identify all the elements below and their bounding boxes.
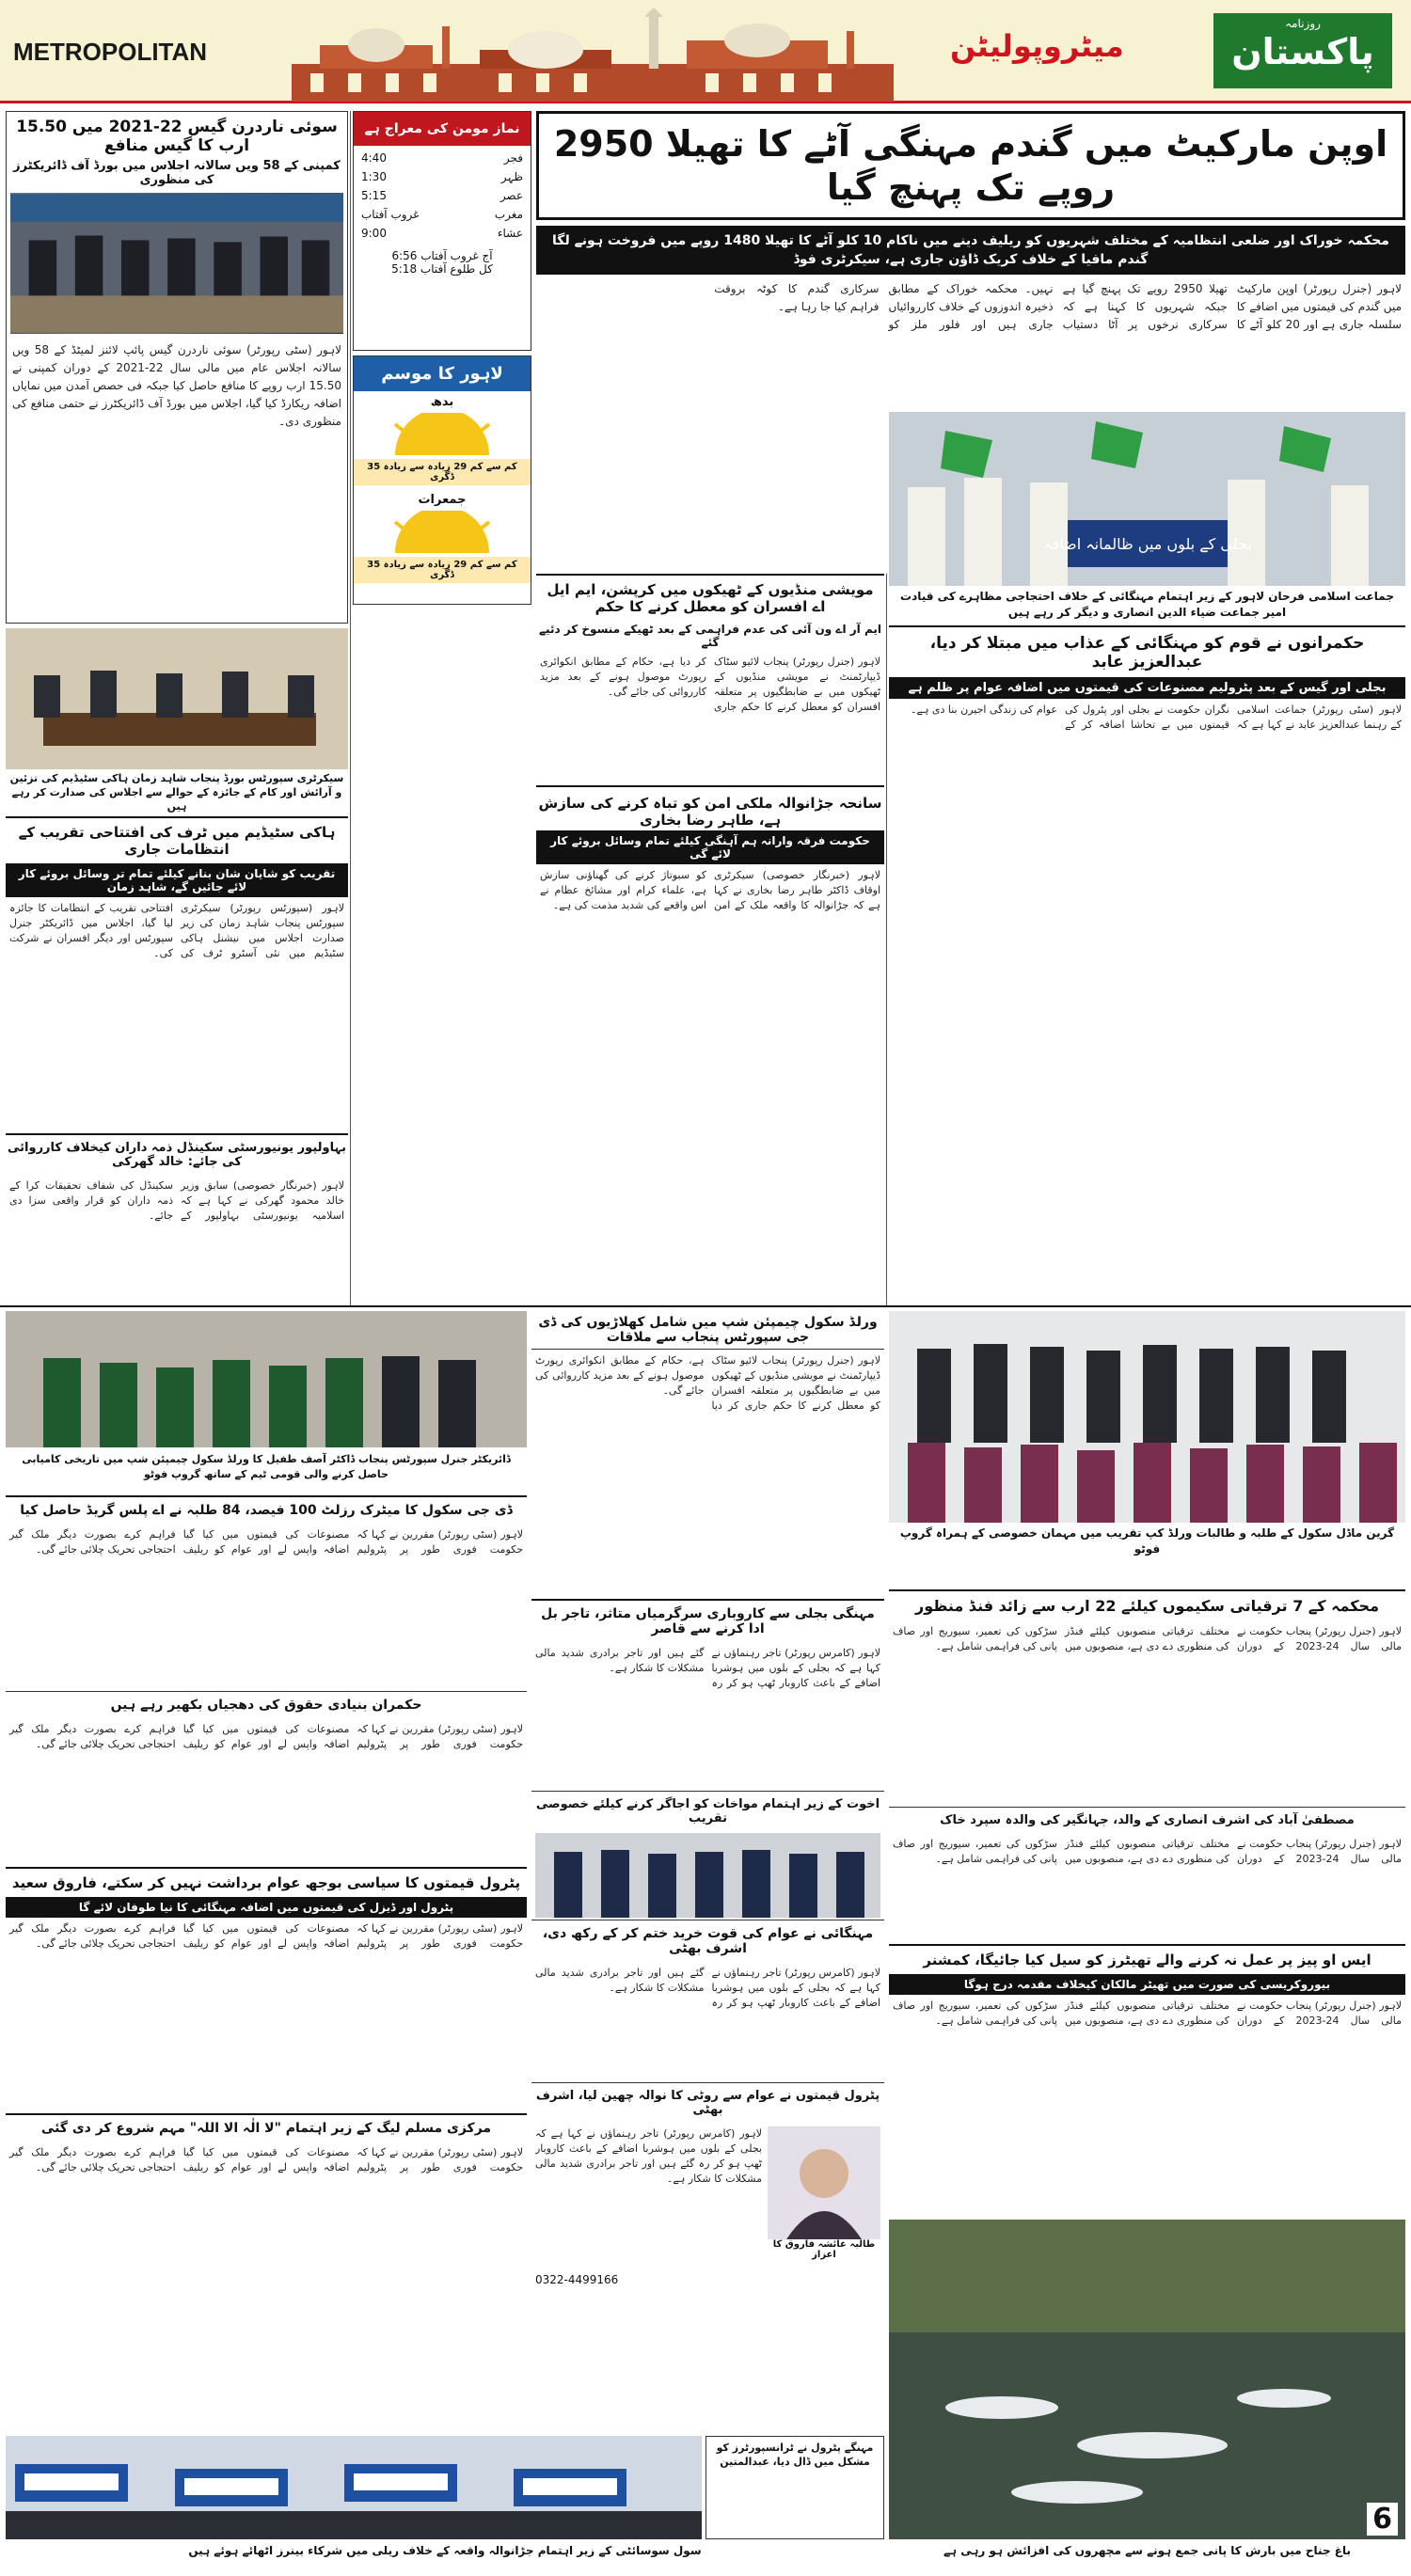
left-top-body: لاہور (سٹی رپورٹر) سوئی ناردرن گیس پائپ لائنز لمیٹڈ کے 58 ویں سالانہ اجلاس عام میں مالی سال 22-2021 کے دوران کمپنی نے 15.50 ارب روپے کا منافع حاصل کیا جبکہ فی حصص آمدن میں نمایاں اضافہ ریکارڈ کیا گیا، اجلاس میں بورڈ آف ڈائریکٹرز نے حتمی منافع کی منظوری دی۔	[12, 343, 341, 428]
lower-left-headline-2: حکمران بنیادی حقوق کی دھجیاں بکھیر رہے ہیں	[6, 1691, 527, 1718]
students-group-photo	[889, 1311, 1405, 1523]
center-col2-headline: سانحہ جڑانوالہ ملکی امن کو تباہ کرنے کی سازش ہے، طاہر رضا بخاری	[536, 785, 884, 830]
lower-center-headline-1: مہنگی بجلی سے کاروباری سرگرمیاں متاثر، تاجر بل ادا کرنے سے قاصر	[541, 1606, 875, 1636]
masthead-left-label: METROPOLITAN	[13, 38, 208, 66]
lead-body: لاہور (جنرل رپورٹر) اوپن مارکیٹ میں گندم کی قیمتوں میں اضافے کا سلسلہ جاری ہے اور 20 کلو آٹے کا تھیلا 2950 روپے تک پہنچ گیا ہے جبکہ شہریوں کا کہنا ہے کہ سرکاری نرخوں پر آٹا دستیاب نہیں۔ محکمہ خوراک کے مطابق ذخیرہ اندوزوں کے خلاف کارروائیاں جاری ہیں اور فلور ملز کو سرکاری گندم کا کوٹہ بروقت فراہم کیا جا رہا ہے۔	[714, 282, 1402, 331]
lower-center-body-2: لاہور (کامرس رپورٹر) تاجر رہنماؤں نے کہا ہے کہ بجلی کے بلوں میں ہوشربا اضافے کے باعث کاروبار ٹھپ ہو کر رہ گئے ہیں اور تاجر برادری شدید مالی مشکلات کا شکار ہے۔	[535, 1967, 880, 2009]
logo-small-text: روزنامہ	[1285, 17, 1321, 30]
lower-left-body-4: لاہور (سٹی رپورٹر) مقررین نے کہا کہ حکومت فوری طور پر پٹرولیم مصنوعات کی قیمتوں میں کیا گیا اضافہ واپس لے اور عوام کو ریلیف فراہم کرے بصورت دیگر ملک گیر احتجاجی تحریک چلائی جائے گی۔	[9, 2146, 523, 2173]
protest-photo	[889, 412, 1405, 586]
profile-box	[768, 2126, 880, 2268]
lower-right-body-3: لاہور (جنرل رپورٹر) پنجاب حکومت نے مالی سال 24-2023 کے دوران مختلف ترقیاتی منصوبوں کیلئے فنڈز کی منظوری دے دی ہے، منصوبوں میں سڑکوں کی تعمیر، سیوریج اور صاف پانی کی فراہمی شامل ہے۔	[893, 1999, 1402, 2027]
meeting-caption: سیکرٹری سپورٹس بورڈ پنجاب شاہد زمان ہاکی سٹیڈیم کی تزئین و آرائش اور کام کے جائزہ کے حوالے سے اجلاس کی صدارت کر رہے ہیں	[9, 772, 344, 813]
profile-caption: طالبہ عائشہ فاروق کا اعزاز	[772, 2239, 876, 2260]
center-col3-story	[889, 625, 1405, 1303]
bottom-mid-headline: مہنگے پٹرول نے ٹرانسپورٹرز کو مشکل میں ڈال دیا، عبدالمتین	[716, 2442, 874, 2468]
lower-left-headline-1: ڈی جی سکول کا میٹرک رزلٹ 100 فیصد، 84 طلبہ نے اے پلس گریڈ حاصل کیا	[20, 1503, 513, 1518]
masthead	[0, 0, 1411, 103]
left-mid-subheadline: تقریب کو شایان شان بنانے کیلئے تمام تر وسائل بروئے کار لائے جائیں گے، شاہد زمان	[6, 863, 348, 897]
meeting-photo	[6, 628, 348, 769]
rally-photo	[6, 2436, 702, 2539]
lower-center-stories	[531, 1599, 884, 2417]
left-top-subheadline: کمپنی کے 58 ویں سالانہ اجلاس میں بورڈ آف ڈائریکٹرز کی منظوری	[13, 159, 341, 187]
masthead-right-label: میٹروپولیٹن	[950, 28, 1124, 64]
center-col2-subheadline: حکومت فرقہ وارانہ ہم آہنگی کیلئے تمام وسائل بروئے کار لائے گی	[536, 830, 884, 864]
lower-center-body-1: لاہور (کامرس رپورٹر) تاجر رہنماؤں نے کہا ہے کہ بجلی کے بلوں میں ہوشربا اضافے کے باعث کاروبار ٹھپ ہو کر رہ گئے ہیں اور تاجر برادری شدید مالی مشکلات کا شکار ہے۔	[535, 1647, 880, 1689]
ukhuwat-ceremony-photo	[535, 1833, 880, 1918]
center-col3-body: لاہور (سٹی رپورٹر) جماعت اسلامی کے رہنما عبدالعزیز عابد نے کہا ہے کہ نگران حکومت نے بجلی اور پٹرول کی قیمتوں میں بے تحاشا اضافہ کر کے عوام کی زندگی اجیرن بنا دی ہے۔	[911, 703, 1402, 731]
logo-big-text: پاکستان	[1231, 31, 1374, 72]
sports-body: لاہور (جنرل رپورٹر) پنجاب لائیو سٹاک ڈیپارٹمنٹ نے مویشی منڈیوں کے ٹھیکوں میں بے ضابطگیوں پر متعلقہ افسران کو معطل کرنے کا حکم جاری کر دیا ہے، حکام کے مطابق انکوائری رپورٹ موصول ہونے کے بعد مزید کارروائی کی جائے گی۔	[535, 1354, 880, 1412]
center-col1-headline: مویشی منڈیوں کے ٹھیکوں میں کرپشن، ایم ایل اے افسران کو معطل کرنے کا حکم	[547, 581, 874, 615]
weather-title: لاہور کا موسم	[354, 356, 531, 391]
prayer-row: 4:40 فجر	[361, 151, 523, 165]
protest-banner-text: بجلی کے بلوں میں ظالمانہ اضافہ	[1043, 535, 1252, 553]
student-portrait	[768, 2126, 880, 2239]
column-divider	[886, 574, 887, 1307]
column-divider	[350, 111, 351, 1305]
center-col1-subheadline: ایم آر اے ون آئی کی عدم فراہمی کے بعد ٹھیکے منسوخ کر دئیے گئے	[539, 623, 881, 649]
lead-headline-box	[536, 111, 1405, 220]
flood-caption: باغ جناح میں بارش کا پانی جمع ہونے سے مچھروں کی افزائش ہو رہی ہے	[943, 2544, 1351, 2557]
weather-box	[353, 356, 531, 605]
center-col1-body: لاہور (جنرل رپورٹر) پنجاب لائیو سٹاک ڈیپارٹمنٹ نے مویشی منڈیوں کے ٹھیکوں میں بے ضابطگیوں پر متعلقہ افسران کو معطل کرنے کا حکم جاری کر دیا ہے، حکام کے مطابق انکوائری رپورٹ موصول ہونے کے بعد مزید کارروائی کی جائے گی۔	[540, 656, 880, 713]
lead-subheadline: محکمہ خوراک اور ضلعی انتظامیہ کے مختلف شہریوں کو ریلیف دینے میں ناکام 10 کلو آٹے کا تھیلا 1480 روپے میں فروخت ہونے لگا گندم مافیا کے خلاف کریک ڈاؤن جاری ہے، سیکرٹری فوڈ	[536, 226, 1405, 275]
prayer-row: 1:30 ظہر	[361, 170, 523, 183]
center-col3-headline: حکمرانوں نے قوم کو مہنگائی کے عذاب میں مبتلا کر دیا، عبدالعزیز عابد	[929, 634, 1365, 672]
lower-right-body-2: لاہور (جنرل رپورٹر) پنجاب حکومت نے مالی سال 24-2023 کے دوران مختلف ترقیاتی منصوبوں کیلئے فنڈز کی منظوری دے دی ہے، منصوبوں میں سڑکوں کی تعمیر، سیوریج اور صاف پانی کی فراہمی شامل ہے۔	[893, 1838, 1402, 1865]
prayer-title: نماز مومن کی معراج ہے	[354, 112, 531, 146]
sun-icon	[376, 413, 508, 455]
prayer-times-box	[353, 111, 531, 351]
horizontal-rule	[0, 1305, 1411, 1307]
lower-center-headline-3: اخوت کے زیر اہتمام مواخات کو اجاگر کرنے کیلئے خصوصی تقریب	[531, 1791, 884, 1831]
prayer-table	[354, 146, 531, 281]
prayer-row: غروب آفتاب مغرب	[361, 208, 523, 221]
weather-day2-temp: کم سے کم 29 زیادہ سے زیادہ 35 ڈگری	[354, 557, 531, 583]
left-top-story	[6, 111, 348, 624]
conference-photo	[10, 193, 343, 334]
sports-story	[531, 1311, 884, 1593]
contact-phone: 0322-4499166	[535, 2273, 619, 2286]
lower-center-body-3: لاہور (کامرس رپورٹر) تاجر رہنماؤں نے کہا ہے کہ بجلی کے بلوں میں ہوشربا اضافے کے باعث کاروبار ٹھپ ہو کر رہ گئے ہیں اور تاجر برادری شدید مالی مشکلات کا شکار ہے۔	[535, 2127, 762, 2185]
lower-left-headline-5: مرکزی مسلم لیگ کے زیر اہتمام "لا الٰہ الا اللہ" مہم شروع کر دی گئی	[6, 2113, 527, 2141]
sunset-time: آج غروب آفتاب 6:56	[391, 249, 493, 262]
lower-right-stories	[889, 1589, 1405, 2210]
left-low-body: لاہور (خبرنگار خصوصی) سابق وزیر خالد محمود گھرکی نے کہا ہے کہ اسلامیہ یونیورسٹی بہاولپور کے سکینڈل کی شفاف تحقیقات کرا کے ذمہ داران کو قرار واقعی سزا دی جائے۔	[9, 1179, 344, 1222]
lower-center-headline-2: پٹرول قیمتوں نے عوام سے روٹی کا نوالہ چھین لیا، اشرف بھٹی	[531, 2082, 884, 2123]
sun-icon	[376, 511, 508, 553]
lower-left-body-2: لاہور (سٹی رپورٹر) مقررین نے کہا کہ حکومت فوری طور پر پٹرولیم مصنوعات کی قیمتوں میں کیا گیا اضافہ واپس لے اور عوام کو ریلیف فراہم کرے بصورت دیگر ملک گیر احتجاجی تحریک چلائی جائے گی۔	[9, 1723, 523, 1750]
page-number: 6	[1367, 2503, 1398, 2536]
weather-day1: بدھ	[430, 395, 454, 409]
left-mid-story	[6, 816, 348, 1127]
protest-caption: جماعت اسلامی فرحان لاہور کے زیر اہتمام مہنگائی کے خلاف احتجاجی مظاہرے کی قیادت امیر جماعت ضیاء الدین انصاری و دیگر کر رہے ہیں	[900, 590, 1394, 619]
left-mid-headline: ہاکی سٹیڈیم میں ٹرف کی افتتاحی تقریب کے انتظامات جاری	[18, 824, 336, 858]
lower-right-body-1: لاہور (جنرل رپورٹر) پنجاب حکومت نے مالی سال 24-2023 کے دوران مختلف ترقیاتی منصوبوں کیلئے فنڈز کی منظوری دے دی ہے، منصوبوں میں سڑکوں کی تعمیر، سیوریج اور صاف پانی کی فراہمی شامل ہے۔	[893, 1625, 1402, 1652]
lower-left-body-1: لاہور (سٹی رپورٹر) مقررین نے کہا کہ حکومت فوری طور پر پٹرولیم مصنوعات کی قیمتوں میں کیا گیا اضافہ واپس لے اور عوام کو ریلیف فراہم کرے بصورت دیگر ملک گیر احتجاجی تحریک چلائی جائے گی۔	[9, 1528, 523, 1556]
lower-left-body-3: لاہور (سٹی رپورٹر) مقررین نے کہا کہ حکومت فوری طور پر پٹرولیم مصنوعات کی قیمتوں میں کیا گیا اضافہ واپس لے اور عوام کو ریلیف فراہم کرے بصورت دیگر ملک گیر احتجاجی تحریک چلائی جائے گی۔	[9, 1922, 523, 1950]
center-col1-story	[536, 574, 884, 1307]
left-low-story	[6, 1133, 348, 1303]
lower-right-headline-3: ایس او پیز پر عمل نہ کرنے والے تھیٹرز کو سیل کیا جائیگا، کمشنر	[889, 1944, 1405, 1974]
team-group-caption: ڈائریکٹر جنرل سپورٹس پنجاب ڈاکٹر آصف طفیل کا ورلڈ سکول چیمپئن شپ میں تاریخی کامیابی حاصل کرنے والی قومی ٹیم کے ساتھ گروپ فوٹو	[22, 1453, 511, 1480]
profile-row	[531, 2123, 884, 2271]
skyline-illustration	[292, 8, 894, 102]
left-top-headline: سوئی ناردرن گیس 22-2021 میں 15.50 ارب کا گیس منافع	[16, 118, 338, 155]
students-caption: گرین ماڈل سکول کے طلبہ و طالبات ورلڈ کپ تقریب میں مہمان خصوصی کے ہمراہ گروپ فوٹو	[899, 1526, 1395, 1556]
center-col2-body: لاہور (خبرنگار خصوصی) سیکرٹری اوقاف ڈاکٹر طاہر رضا بخاری نے کہا ہے کہ جڑانوالہ کا واقعہ ملک کے امن کو سبوتاژ کرنے کی گھناؤنی سازش ہے، علماء کرام اور مشائخ عظام نے اس واقعے کی شدید مذمت کی ہے۔	[540, 869, 880, 911]
lower-left-headline-3: پٹرول قیمتوں کا سیاسی بوجھ عوام برداشت نہیں کر سکتے، فاروق سعید	[6, 1867, 527, 1897]
lower-right-headline-1: محکمہ کے 7 ترقیاتی سکیموں کیلئے 22 ارب سے زائد فنڈ منظور	[915, 1597, 1379, 1615]
prayer-row: 5:15 عصر	[361, 189, 523, 202]
prayer-row: 9:00 عشاء	[361, 227, 523, 240]
lower-right-headline-2: مصطفیٰ آباد کی اشرف انصاری کے والد، جہانگیر کی والدہ سپرد خاک	[889, 1807, 1405, 1833]
lead-headline: اوپن مارکیٹ میں گندم مہنگی آٹے کا تھیلا 2950 روپے تک پہنچ گیا	[553, 123, 1388, 208]
sports-headline: ورلڈ سکول چیمپئن شپ میں شامل کھلاڑیوں کی ڈی جی سپورٹس پنجاب سے ملاقات	[531, 1311, 884, 1350]
flood-photo	[889, 2220, 1405, 2539]
weather-day2: جمعرات	[418, 493, 467, 507]
center-col3-subheadline: بجلی اور گیس کے بعد پٹرولیم مصنوعات کی قیمتوں میں اضافہ عوام پر ظلم ہے	[889, 677, 1405, 699]
sunrise-time: کل طلوع آفتاب 5:18	[391, 262, 493, 276]
bottom-mid-story	[706, 2436, 884, 2539]
left-low-headline: بہاولپور یونیورسٹی سکینڈل ذمہ داران کیخلاف کارروائی کی جائے: خالد گھرکی	[8, 1141, 346, 1169]
team-group-photo	[6, 1311, 527, 1447]
rally-caption: سول سوسائٹی کے زیر اہتمام جڑانوالہ واقعہ کے خلاف ریلی میں شرکاء بینرز اٹھائے ہوئے ہیں	[188, 2544, 702, 2557]
lower-left-headline-4: پٹرول اور ڈیزل کی قیمتوں میں اضافہ مہنگائی کا نیا طوفان لائے گا	[6, 1897, 527, 1918]
left-mid-body: لاہور (سپورٹس رپورٹر) سیکرٹری سپورٹس پنجاب شاہد زمان کی زیر صدارت اجلاس میں نیشنل ہاکی سٹیڈیم میں نئی آسٹرو ٹرف کی افتتاحی تقریب کے انتظامات کا جائزہ لیا گیا، اجلاس میں ڈائریکٹر جنرل سپورٹس اور دیگر افسران نے شرکت کی۔	[9, 902, 344, 959]
lower-right-headline-4: بیوروکریسی کی صورت میں تھیٹر مالکان کیخلاف مقدمہ درج ہوگا	[889, 1974, 1405, 1995]
lower-center-headline-4: مہنگائی نے عوام کی قوت خرید ختم کر کے رکھ دی، اشرف بھٹی	[531, 1920, 884, 1962]
lower-left-stories	[6, 1495, 527, 2417]
newspaper-logo	[1213, 13, 1392, 88]
weather-day1-temp: کم سے کم 29 زیادہ سے زیادہ 35 ڈگری	[354, 459, 531, 485]
